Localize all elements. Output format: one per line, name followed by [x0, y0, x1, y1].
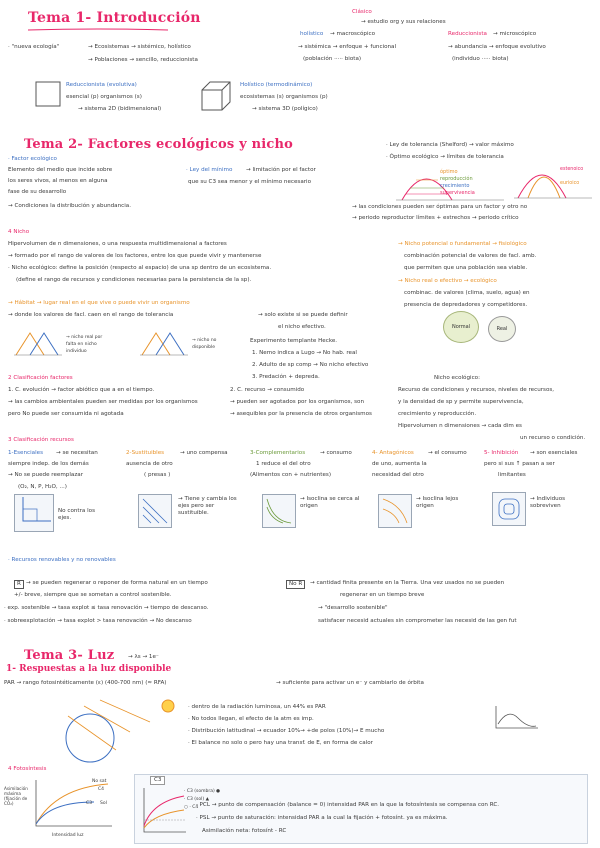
cf-line-4: 2. C. recurso → consumido: [230, 387, 305, 393]
r1-title: 1-Esenciales: [8, 450, 43, 456]
r1-c: siempre indep. de los demás: [8, 461, 89, 467]
r-line-2: +/- breve, siempre que se sometan a control sostenible.: [14, 592, 172, 598]
ecosistemas-line: → Ecosistemas → sistémico, holístico: [88, 44, 191, 50]
evolutiva-line: → abundancia → enfoque evolutivo: [448, 44, 546, 50]
r3-d: (Alimentos con + nutrientes): [250, 472, 332, 478]
clasificacion-recursos: 3 Clasificación recursos: [8, 437, 74, 443]
holistico-line: → macroscópico: [330, 31, 376, 37]
isocline-box-antagonicos: [378, 494, 412, 528]
red-box-line-1: esencial (p) organismos (s): [66, 94, 142, 100]
graph-sol: Sol: [100, 801, 107, 806]
tema1-title: Tema 1- Introducción: [28, 10, 201, 26]
nicho-normal-circle: [443, 311, 479, 343]
hol-box-line-1: ecosistemas (s) organismos (p): [240, 94, 328, 100]
nicho-real-3: presencia de depredadores y competidores.: [404, 302, 528, 308]
experimento-3: 3. Predación + depreda.: [252, 374, 320, 380]
r2-title: 2-Sustituibles: [126, 450, 165, 456]
niche-note-5: disponible: [192, 345, 216, 350]
clasico-line: → estudio org y sus relaciones: [361, 19, 446, 25]
legend-c4: ○ · C4: [184, 805, 199, 810]
nicho-real-2: combinac. de valores (clima, suelo, agua) en: [404, 290, 530, 296]
nicho-line-2: → formado por el rango de valores de los factores, entre los que puede vivir y mantenerse: [8, 253, 262, 259]
reduccionista-label: Reduccionista: [448, 31, 487, 37]
r5-title: 5- Inhibición: [484, 450, 519, 456]
graph-xlab: Intensidad luz: [52, 833, 84, 838]
habitat-line-3: → solo existe si se puede definir: [258, 312, 348, 318]
isocline-box-inhibicion: [492, 492, 526, 526]
experimento-2: 2. Adulto de sp comp → No nicho efectivo: [252, 362, 369, 368]
tema3-title: Tema 3- Luz: [24, 648, 115, 663]
nicho-real-circle: [488, 316, 516, 342]
ne-line-5: un recurso o condición.: [520, 435, 586, 441]
r-line-1: → se pueden regenerar o reponer de forma natural en un tiempo: [26, 580, 208, 586]
psl-line: · PSL → punto de saturación: intensidad PAR a la cual la fijación + fotosínt. ya es máxima.: [196, 815, 448, 821]
sistemica-line: → sistémica → enfoque + funcional: [298, 44, 397, 50]
fe-line-3: fase de su desarrollo: [8, 189, 67, 195]
clasificacion-factores: 2 Clasificación factores: [8, 375, 73, 381]
square-2d-icon: [35, 81, 61, 107]
nicho-potencial-3: que permiten que una población sea viable.: [404, 265, 528, 271]
habitat-line-4: el nicho efectivo.: [278, 324, 326, 330]
nicho-potencial: → Nicho potencial o fundamental → fisiológico: [398, 241, 527, 247]
r5-d: limitantes: [498, 472, 526, 478]
cf-line-2: → las cambios ambientales pueden ser medidas por los organismos: [8, 399, 198, 405]
ne-line-1: Recurso de condiciones y recursos, niveles de recursos,: [398, 387, 555, 393]
fe-line-1: Elemento del medio que incide sobre: [8, 167, 113, 173]
niche-note-1: → nicho real por: [66, 335, 103, 340]
graph-estenoico: estenoico: [560, 167, 584, 172]
r-label: R: [14, 580, 24, 589]
real-label: Real: [496, 326, 508, 332]
holistico-label: holístico: [300, 31, 324, 37]
nicho-line-3: · Nicho ecológico: define la posición (respecto al espacio) de una sp dentro de un ecosistema.: [8, 265, 272, 271]
renovables-title: · Recursos renovables y no renovables: [8, 557, 116, 563]
isocline-note-ind: → Individuos sobreviven: [530, 496, 566, 509]
tema2-title: Tema 2- Factores ecológicos y nicho: [24, 137, 294, 152]
r1-b: → se necesitan: [56, 450, 98, 456]
panel-c3-tab: C3: [150, 776, 165, 785]
optimo-line: · Óptimo ecológico → límites de tolerancia: [386, 154, 504, 160]
isocline-note-lejos: → Isoclina lejos origen: [416, 496, 459, 509]
isocline-note-cerca: → Isoclina se cerca al origen: [300, 496, 360, 509]
isocline-box-complementarios: [262, 494, 296, 528]
luz-line-2: · No todos llegan, el efecto de la atm es imp.: [188, 716, 314, 722]
r2-b: → uno compensa: [180, 450, 228, 456]
luz-line-4: · El balance no solo o pero hay una transf. de E, en forma de calor: [188, 740, 373, 746]
earth-sun-diagram: [60, 696, 178, 756]
tema3-subtitle: 1- Respuestas a la luz disponible: [6, 664, 172, 674]
reduccionista-line: → microscópico: [493, 31, 537, 37]
graph-c3: C3: [86, 801, 93, 806]
tema1-underline: [28, 28, 168, 32]
r4-b: → el consumo: [428, 450, 467, 456]
nicho-label: Nicho: [13, 229, 30, 235]
graph-euricoico: eurioico: [560, 181, 580, 186]
nicho-line-1: Hipervolumen de n dimensiones, o una respuesta multidimensional a factores: [8, 241, 227, 247]
cf-line-5: → pueden ser agotados por los organismos, son: [230, 399, 364, 405]
r4-title: 4- Antagónicos: [372, 450, 414, 456]
r3-c: 1 reduce el del otro: [256, 461, 311, 467]
isocline-note-ejes: No contra los ejes.: [58, 508, 96, 521]
niche-note-2: falta en nicho: [66, 342, 97, 347]
graph-c4: C4: [98, 787, 105, 792]
par-line-2: → suficiente para activar un e⁻ y cambiarlo de órbita: [276, 680, 424, 686]
nr-line-2: regenerar en un tiempo breve: [340, 592, 425, 598]
cond-line-2: → periodo reproductor límites + estrechos → periodo crítico: [352, 215, 519, 221]
graph-ylab: Asimilación máxima (fijación de CO₂): [4, 786, 28, 806]
r4-c: de uno, aumenta la: [372, 461, 427, 467]
cf-line-1: 1. C. evolución → factor abiótico que a en el tiempo.: [8, 387, 155, 393]
cube-3d-icon: [200, 80, 232, 112]
ne-line-3: crecimiento y reproducción.: [398, 411, 477, 417]
hol-box-title: Holístico (termodinámico): [240, 82, 313, 88]
fe-line-4: → Condiciones la distribución y abundancia.: [8, 203, 131, 209]
graph-supervivencia: supervivencia: [440, 190, 475, 196]
experimento-1: 1. Nemo indica a Lugo → No hab. real: [252, 350, 357, 356]
nr-line-1: → cantidad finita presente en la Tierra. Una vez usados no se pueden: [310, 580, 505, 586]
graph-optimo: óptimo: [440, 169, 458, 175]
isocline-box-sustituibles: [138, 494, 172, 528]
cond-line-1: → las condiciones pueden ser óptimas para un factor y otro no: [352, 204, 528, 210]
r2-c: ausencia de otro: [126, 461, 173, 467]
cf-line-6: → asequibles por la presencia de otros organismos: [230, 411, 372, 417]
r5-c: pero si sus ↑ pasan a ser: [484, 461, 555, 467]
r2-d: ( presas ): [144, 472, 171, 478]
experimento-title: Experimento templante Hecke.: [250, 338, 338, 344]
ds-line: → "desarrollo sostenible": [318, 605, 388, 611]
r5-b: → son esenciales: [530, 450, 578, 456]
nueva-ecologia: · "nueva ecología": [8, 44, 60, 50]
wavelength-sketch: [494, 704, 540, 732]
nicho-line-4: (define el rango de recursos y condiciones necesarias para la persistencia de la sp).: [16, 277, 252, 283]
asimilacion-line: Asimilación neta: fotosínt - RC: [202, 828, 287, 834]
r3-b: → consumo: [320, 450, 352, 456]
clasico-label: Clásico: [352, 9, 372, 15]
hol-box-line-2: → sistema 3D (polígico): [252, 106, 318, 112]
niche-overlap-graph-2: [140, 327, 190, 357]
nicho-real: → Nicho real o efectivo → ecológico: [398, 278, 497, 284]
ley-tolerancia-line: · Ley de tolerancia (Shelford) → valor máximo: [386, 142, 514, 148]
ne-line-2: y la densidad de sp y permite supervivencia,: [398, 399, 524, 405]
light-response-graph-2: [140, 786, 188, 836]
normal-label: Normal: [451, 324, 471, 330]
graph-nosat: No sat: [92, 779, 107, 784]
legend-c3-sombra: · C3 (sombra) ●: [184, 789, 221, 794]
niche-overlap-graph-1: [14, 327, 64, 357]
ley-minimo-line-2: que su C3 sea menor y el mínimo necesario: [188, 179, 312, 185]
luz-line-3: · Distribución latitudinal → ecuador 10%→ +de polos (10%)→ E mucho: [188, 728, 385, 734]
fotosintesis-heading: 4 Fotosíntesis: [8, 766, 47, 772]
ley-minimo-line-1: → limitación por el factor: [246, 167, 316, 173]
cf-line-3: pero No puede ser consumida ni agotada: [8, 411, 124, 417]
r4-d: necesidad del otro: [372, 472, 424, 478]
niche-note-3: individuo: [66, 349, 87, 354]
r-line-3: · exp. sostenible → tasa explot ≤ tasa renovación → tiempo de descanso.: [4, 605, 209, 611]
ds-line-2: satisfacer necesid actuales sin comprometer las necesid de las gen fut: [318, 618, 517, 624]
fotosintesis-label: Fotosíntesis: [13, 766, 47, 772]
pcl-line: · PCL → punto de compensación (balance = 0) intensidad PAR en la que la fotosíntesis se compensa con RC.: [196, 802, 499, 808]
habitat-line: → Hábitat → lugar real en el que vive o puede vivir un organismo: [8, 300, 190, 306]
r1-d: → No se puede reemplazar: [8, 472, 83, 478]
fe-line-2: los seres vivos, al menos en alguna: [8, 178, 108, 184]
tema3-formula: → λs → 1e⁻: [128, 654, 159, 660]
nicho-ecologico-title: Nicho ecológico:: [434, 375, 480, 381]
r-line-4: · sobreexplotación → tasa explot > tasa renovación → No descanso: [4, 618, 192, 624]
nr-label: No R: [286, 580, 305, 589]
red-box-line-2: → sistema 2D (bidimensional): [78, 106, 162, 112]
factor-ecologico-label: · Factor ecológico: [8, 156, 57, 162]
luz-line-1: · dentro de la radiación luminosa, un 44% es PAR: [188, 704, 326, 710]
niche-note-4: → nicho no: [192, 338, 217, 343]
r3-title: 3-Complementarios: [250, 450, 306, 456]
par-line: PAR → rango fotosintéticamente (ε) (400-700 nm) (≈ RFA): [4, 680, 167, 686]
nicho-potencial-2: combinación potencial de valores de facl. amb.: [404, 253, 537, 259]
ne-line-4: Hipervolumen n dimensiones → cada dim es: [398, 423, 522, 429]
isocline-box-esenciales: [14, 494, 54, 532]
red-box-title: Reduccionista (evolutiva): [66, 82, 137, 88]
poblaciones-line: → Poblaciones → sencillo, reduccionista: [88, 57, 198, 63]
habitat-line-2: → donde los valores de facl. caen en el rango de tolerancia: [8, 312, 174, 318]
nicho-heading: 4 Nicho: [8, 229, 30, 235]
sistemica-line-2: (población ····· biota): [303, 56, 362, 62]
isocline-note-tiene: → Tiene y cambia los ejes pero ser sustituible.: [178, 496, 237, 516]
ley-minimo-label: · Ley del mínimo: [186, 167, 233, 173]
r1-e: (O₂, N, P, H₂O, ...): [18, 484, 67, 490]
evolutiva-line-2: (individuo ····· biota): [452, 56, 509, 62]
graph-reproduccion: reproducción: [440, 176, 473, 182]
legend-c3-sol: · C3 (sol) ▲: [184, 797, 210, 802]
graph-crecimiento: crecimiento: [440, 183, 470, 189]
